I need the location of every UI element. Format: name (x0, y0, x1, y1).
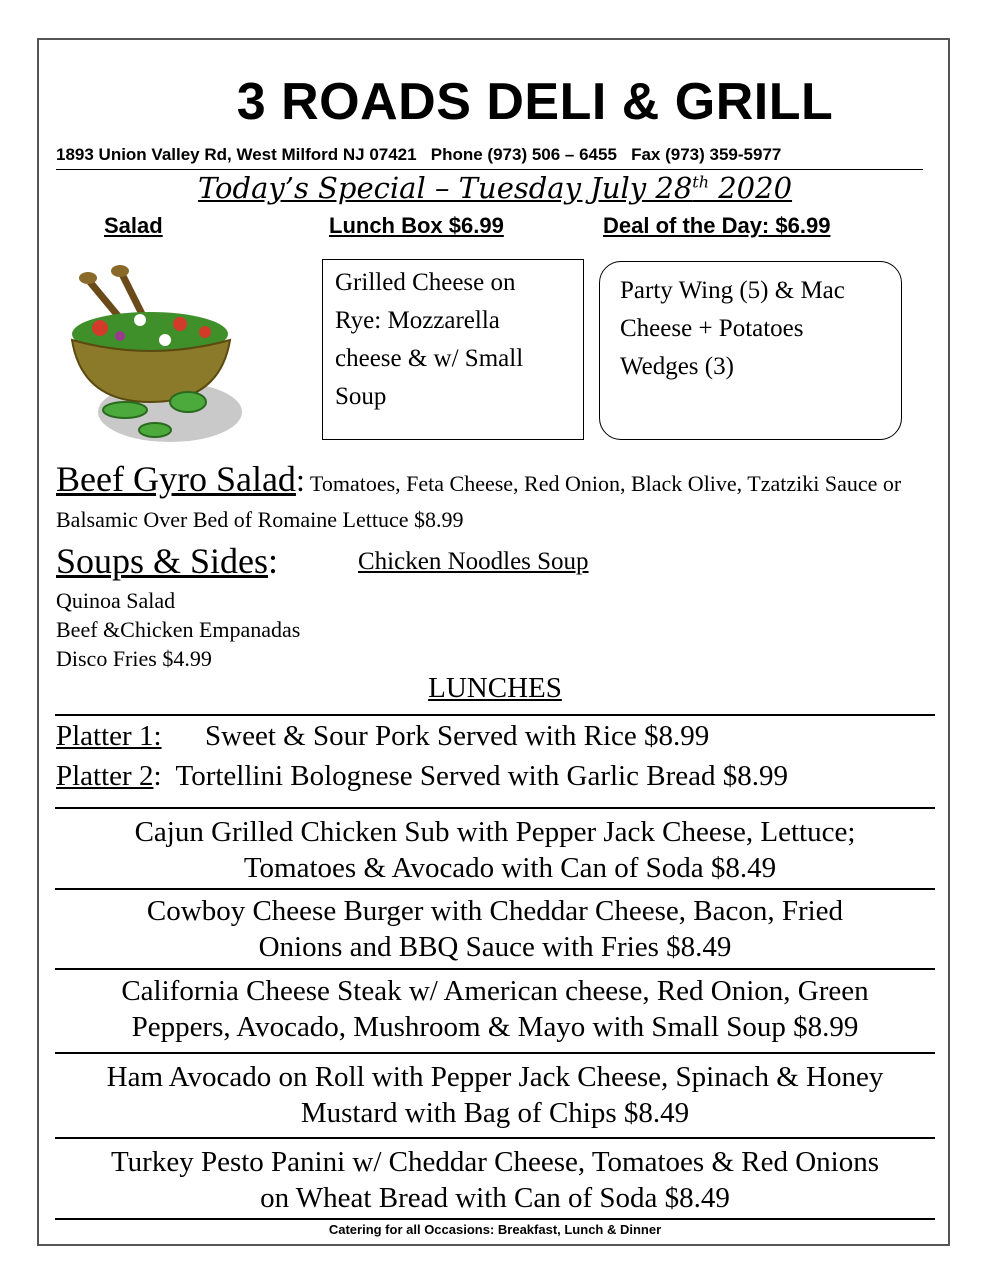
soup-of-day: Chicken Noodles Soup (358, 548, 589, 575)
platter-2: Platter 2: Tortellini Bolognese Served with Garlic Bread $8.99 (56, 760, 788, 792)
lunch-box-description (322, 259, 584, 440)
divider (55, 714, 935, 716)
salad-heading: Salad (104, 213, 163, 238)
lunches-heading: LUNCHES (428, 672, 562, 704)
soups-sides-heading: Soups & Sides: (56, 541, 279, 581)
side-item: Quinoa Salad (56, 588, 176, 613)
divider (55, 807, 935, 809)
deal-line: Party Wing (5) & Mac (620, 277, 845, 304)
lunch-box-line: Soup (335, 383, 387, 410)
divider (55, 1052, 935, 1054)
divider (55, 1218, 935, 1220)
gyro-description: Tomatoes, Feta Cheese, Red Onion, Black Olive, Tzatziki Sauce or Balsamic Over Bed of Romaine Lettuce $8.99 (56, 471, 902, 532)
deal-of-day-heading: Deal of the Day: $6.99 (603, 213, 831, 238)
side-item: Disco Fries $4.99 (56, 646, 212, 671)
platter-1: Platter 1: Sweet & Sour Pork Served with Rice $8.99 (56, 720, 710, 752)
divider (55, 1137, 935, 1139)
beef-gyro-salad: Beef Gyro Salad: Tomatoes, Feta Cheese, Red Onion, Black Olive, Tzatziki Sauce or Balsamic Over Bed of Romaine Lettuce $8.99 (56, 459, 902, 532)
side-item: Beef &Chicken Empanadas (56, 617, 301, 642)
divider (55, 968, 935, 970)
lunch-box-heading: Lunch Box $6.99 (329, 213, 504, 238)
lunch-box-line: Rye: Mozzarella (335, 307, 500, 334)
catering-footer: Catering for all Occasions: Breakfast, Lunch & Dinner (328, 1222, 662, 1237)
deal-line: Wedges (3) (620, 353, 734, 380)
address-divider (56, 169, 923, 170)
address-line: 1893 Union Valley Rd, West Milford NJ 07421 Phone (973) 506 – 6455 Fax (973) 359-5977 (56, 145, 782, 164)
deal-of-day-description (599, 261, 902, 440)
gyro-name: Beef Gyro Salad (56, 459, 296, 499)
restaurant-title: 3 ROADS DELI & GRILL (236, 73, 834, 131)
todays-special-heading: Today’s Special – Tuesday July 28th 2020 (197, 171, 793, 205)
lunch-item: Cowboy Cheese Burger with Cheddar Cheese, Bacon, Fried Onions and BBQ Sauce with Fries $8.49 (146, 895, 844, 963)
lunch-item: Cajun Grilled Chicken Sub with Pepper Jack Cheese, Lettuce; Tomatoes & Avocado with Can of Soda $8.49 (134, 816, 856, 884)
lunch-box-line: cheese & w/ Small (335, 345, 524, 372)
lunch-item: Ham Avocado on Roll with Pepper Jack Cheese, Spinach & Honey Mustard with Bag of Chips $8.49 (106, 1061, 884, 1129)
lunch-box-line: Grilled Cheese on (335, 269, 516, 296)
lunch-item: Turkey Pesto Panini w/ Cheddar Cheese, Tomatoes & Red Onions on Wheat Bread with Can of Soda $8.49 (110, 1146, 880, 1214)
divider (55, 888, 935, 890)
salad-bowl-image (60, 262, 245, 452)
deal-line: Cheese + Potatoes (620, 315, 804, 342)
lunch-item: California Cheese Steak w/ American cheese, Red Onion, Green Peppers, Avocado, Mushroom & Mayo with Small Soup $8.99 (121, 975, 869, 1043)
sides-list (56, 586, 300, 673)
